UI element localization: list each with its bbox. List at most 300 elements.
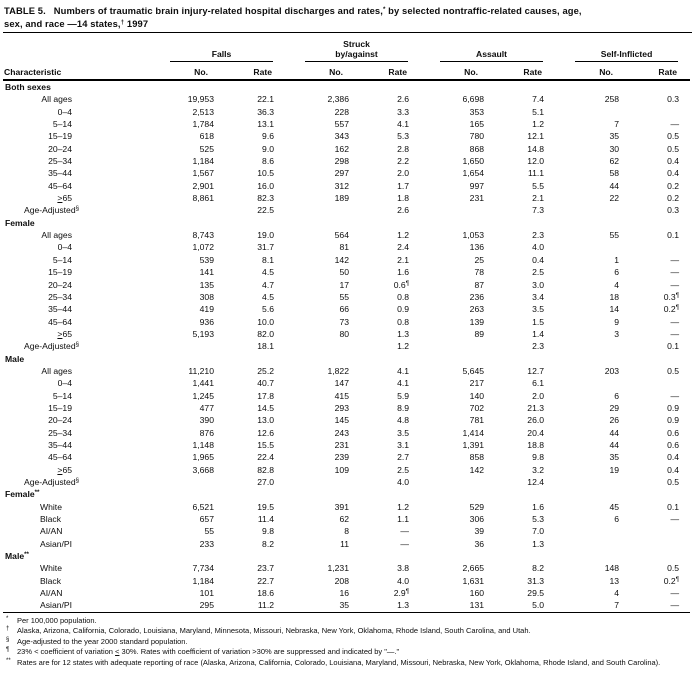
rate-cell: 4.1: [397, 119, 410, 130]
section-label: Female**: [5, 489, 40, 500]
no-cell: 66: [339, 304, 349, 315]
no-cell: [285, 476, 365, 488]
no-cell: 142: [334, 254, 349, 265]
no-cell: [420, 340, 500, 352]
rate-cell: —: [670, 254, 680, 265]
rate-cell: 11.2: [230, 599, 285, 612]
table-row: [3, 476, 690, 488]
rate-cell: 1.7: [397, 180, 410, 191]
row-label: 35–44: [48, 168, 72, 179]
no-cell: 1,822: [327, 365, 349, 376]
no-cell: [285, 204, 365, 216]
table-row: [3, 414, 690, 426]
table-row: [3, 106, 690, 118]
col-group-self-inflicted: [555, 36, 690, 62]
row-label: Asian/PI: [40, 538, 73, 549]
group-label-line2: by/against: [335, 49, 378, 59]
rate-cell: 19.5: [257, 501, 274, 512]
rate-cell: —: [670, 267, 680, 278]
rate-cell: 18.1: [257, 341, 274, 352]
rate-cell: 1.2: [532, 119, 545, 130]
no-cell: 62: [609, 156, 620, 167]
no-cell: 876: [199, 427, 214, 438]
table-row: [3, 167, 690, 179]
row-label: 20–24: [48, 415, 72, 426]
no-cell: 1,245: [192, 390, 214, 401]
rate-cell: [635, 377, 690, 389]
rate-cell: 18.8: [527, 439, 545, 450]
no-cell: 419: [199, 304, 214, 315]
rate-cell: 1.2: [397, 341, 410, 352]
rate-cell: 11.4: [257, 514, 274, 525]
table-row: [3, 241, 690, 253]
rate-cell: —: [670, 279, 680, 290]
rate-cell: 12.7: [527, 365, 545, 376]
no-cell: 22: [609, 193, 620, 204]
rate-cell: [635, 525, 690, 537]
no-cell: 618: [199, 131, 214, 142]
rate-cell: 0.8: [397, 316, 410, 327]
no-cell: [555, 106, 635, 118]
no-cell: 1,631: [462, 575, 485, 586]
rate-cell: 1.2: [397, 230, 410, 241]
no-cell: 1,184: [192, 575, 214, 586]
no-cell: 203: [604, 365, 620, 376]
rate-cell: 0.5: [667, 563, 680, 574]
section-row: [3, 550, 690, 562]
no-cell: 2,513: [192, 106, 214, 117]
no-cell: 14: [609, 304, 620, 315]
footnote-marker: ¶: [6, 647, 10, 654]
no-cell: 2,386: [327, 94, 349, 105]
rate-cell: 2.5: [397, 464, 410, 475]
group-header-row: [3, 36, 690, 62]
col-header-no: No.: [150, 62, 230, 80]
table-title-text: Numbers of traumatic brain injury-related hospital discharges and rates,* by selected nontraffic-related causes, age,: [53, 5, 582, 16]
section-label: Male: [5, 353, 25, 364]
rate-cell: 2.8: [397, 143, 410, 154]
row-label: All ages: [41, 94, 72, 105]
row-label: 45–64: [48, 452, 72, 463]
rate-cell: —: [670, 390, 680, 401]
no-cell: 9: [614, 316, 620, 327]
no-cell: 239: [334, 452, 349, 463]
rate-cell: 5.5: [532, 180, 545, 191]
rate-cell: 0.4: [667, 452, 680, 463]
section-label: Both sexes: [5, 82, 51, 92]
rate-cell: 1.8: [397, 193, 410, 204]
table-row: [3, 562, 690, 574]
no-cell: 243: [334, 427, 349, 438]
rate-cell: 12.0: [527, 156, 545, 167]
table-row: [3, 525, 690, 537]
rate-cell: —: [400, 526, 410, 537]
no-cell: 5,193: [192, 328, 214, 339]
no-cell: 233: [199, 538, 214, 549]
rate-cell: 0.3: [667, 205, 680, 216]
footnote: [5, 637, 690, 648]
rate-cell: [635, 241, 690, 253]
row-label: 5–14: [52, 254, 72, 265]
rate-cell: 29.5: [527, 588, 545, 599]
rate-cell: 14.8: [527, 143, 545, 154]
no-cell: 189: [334, 193, 349, 204]
table-row: [3, 204, 690, 216]
rate-cell: 4.0: [532, 242, 545, 253]
rate-cell: 10.0: [257, 316, 274, 327]
row-label: 0–4: [57, 242, 72, 253]
row-label: AI/AN: [40, 526, 63, 537]
rate-cell: 82.0: [257, 328, 274, 339]
no-cell: 781: [469, 415, 485, 426]
no-cell: 36: [474, 538, 485, 549]
table-row: [3, 266, 690, 278]
rate-cell: 9.8: [262, 526, 274, 537]
no-cell: 293: [334, 402, 349, 413]
no-cell: 868: [469, 143, 485, 154]
no-cell: 7: [555, 599, 635, 612]
rate-cell: 36.3: [257, 106, 274, 117]
rate-cell: 4.1: [397, 365, 410, 376]
no-cell: 44: [609, 427, 620, 438]
no-cell: 80: [339, 328, 349, 339]
no-cell: 1,053: [462, 230, 485, 241]
row-label: 15–19: [48, 402, 72, 413]
no-cell: 6,521: [192, 501, 214, 512]
row-label: 20–24: [48, 279, 72, 290]
col-header-rate: Rate: [635, 62, 690, 80]
rate-cell: 13.1: [257, 119, 274, 130]
table-row: [3, 340, 690, 352]
no-cell: [420, 204, 500, 216]
no-cell: 936: [199, 316, 214, 327]
rate-cell: 3.5: [532, 304, 545, 315]
group-label-line2: Falls: [211, 49, 232, 59]
row-label: Age-Adjusted§: [24, 341, 80, 352]
rate-cell: 2.3: [532, 230, 545, 241]
rate-cell: 22.7: [257, 575, 274, 586]
table-row: [3, 155, 690, 167]
no-cell: 4: [614, 279, 620, 290]
no-cell: 8: [344, 526, 349, 537]
no-cell: [420, 476, 500, 488]
no-cell: 306: [469, 514, 485, 525]
rate-cell: 8.2: [532, 563, 545, 574]
section-row: [3, 80, 690, 93]
rate-cell: 5.1: [532, 106, 545, 117]
no-cell: 308: [199, 291, 214, 302]
no-cell: 231: [334, 439, 349, 450]
rate-cell: 16.0: [257, 180, 274, 191]
no-cell: 1,148: [192, 439, 214, 450]
footnotes: [3, 613, 692, 669]
footnote: [5, 616, 690, 627]
rate-cell: 9.6: [262, 131, 274, 142]
rate-cell: 0.9: [397, 304, 410, 315]
row-label: 15–19: [48, 131, 72, 142]
rate-cell: 27.0: [257, 477, 274, 487]
rate-cell: 0.9: [667, 402, 680, 413]
rate-cell: 0.9: [667, 415, 680, 426]
rate-cell: 8.2: [262, 538, 274, 549]
no-cell: 73: [339, 316, 349, 327]
rate-cell: 0.1: [667, 501, 680, 512]
row-label: Black: [40, 575, 62, 586]
row-label: >65: [57, 193, 72, 204]
no-cell: 353: [469, 106, 485, 117]
no-cell: 477: [199, 402, 214, 413]
no-cell: 1,965: [192, 452, 214, 463]
table-row: [3, 316, 690, 328]
no-cell: 564: [334, 230, 349, 241]
row-label: Age-Adjusted§: [24, 205, 80, 216]
rate-cell: 1.5: [532, 316, 545, 327]
row-label: Age-Adjusted§: [24, 477, 80, 487]
table-row: [3, 587, 690, 599]
table-row: [3, 291, 690, 303]
rate-cell: 22.1: [257, 94, 274, 105]
group-label-line2: Self-Inflicted: [600, 49, 653, 59]
rate-cell: 11.1: [527, 168, 545, 179]
rate-cell: 10.5: [257, 168, 274, 179]
row-label: 5–14: [52, 119, 72, 130]
rate-cell: 3.8: [397, 563, 410, 574]
no-cell: 2,665: [462, 563, 485, 574]
no-cell: [285, 340, 365, 352]
no-cell: 89: [474, 328, 485, 339]
table-row: [3, 118, 690, 130]
no-cell: 44: [609, 439, 620, 450]
no-cell: 297: [334, 168, 349, 179]
rate-cell: 0.5: [667, 131, 680, 142]
rate-cell: 6.1: [532, 378, 545, 389]
no-cell: [555, 377, 635, 389]
table-row: [3, 130, 690, 142]
no-cell: 343: [334, 131, 349, 142]
row-label: 20–24: [48, 143, 72, 154]
no-cell: 1,072: [192, 242, 214, 253]
footnote: [5, 647, 690, 658]
no-cell: 657: [199, 514, 214, 525]
no-cell: 1,231: [327, 563, 349, 574]
table-number-label: TABLE 5.: [4, 5, 46, 16]
rate-cell: 3.2: [532, 464, 545, 475]
no-cell: 1,391: [462, 439, 485, 450]
no-cell: 58: [609, 168, 620, 179]
footnote-text: Per 100,000 population.: [17, 615, 97, 625]
table-row: [3, 192, 690, 204]
rate-cell: —: [670, 316, 680, 327]
no-cell: 858: [469, 452, 485, 463]
table-row: [3, 180, 690, 192]
no-cell: 7,734: [192, 563, 214, 574]
rate-cell: 0.6: [667, 427, 680, 438]
rate-cell: —: [670, 514, 680, 525]
no-cell: 7: [614, 119, 620, 130]
no-cell: 81: [339, 242, 349, 253]
rate-cell: 0.5: [667, 143, 680, 154]
no-cell: 217: [469, 378, 485, 389]
row-label: White: [40, 563, 62, 574]
col-header-rate: Rate: [230, 62, 285, 80]
no-cell: 557: [334, 119, 349, 130]
no-cell: 1,654: [462, 168, 485, 179]
row-label: 5–14: [52, 390, 72, 401]
no-cell: 62: [339, 514, 349, 525]
rate-cell: 82.8: [257, 464, 274, 475]
no-cell: 55: [204, 526, 214, 537]
rate-cell: 5.3: [532, 514, 545, 525]
no-cell: 44: [609, 180, 620, 191]
no-cell: 16: [339, 588, 349, 599]
row-label: Asian/PI: [3, 599, 150, 612]
no-cell: 208: [334, 575, 349, 586]
no-cell: 142: [469, 464, 485, 475]
rate-cell: 0.8: [397, 291, 410, 302]
no-cell: 263: [469, 304, 485, 315]
rate-cell: 1.3: [365, 599, 420, 612]
no-cell: 141: [199, 267, 214, 278]
section-row: [3, 353, 690, 365]
no-cell: 39: [474, 526, 485, 537]
table-row: [3, 365, 690, 377]
rate-cell: 7.0: [532, 526, 545, 537]
rate-cell: 23.7: [257, 563, 274, 574]
no-cell: 140: [469, 390, 485, 401]
no-cell: 8,743: [192, 230, 214, 241]
footnote-text: 23% < coefficient of variation < 30%. Rates with coefficient of variation >30% are suppressed and indicated by "—.": [17, 647, 400, 657]
table-title: [3, 2, 692, 33]
rate-cell: 0.2: [667, 180, 680, 191]
table-row: [3, 451, 690, 463]
rate-cell: 22.5: [257, 205, 274, 216]
rate-cell: 2.5: [532, 267, 545, 278]
footnote-text: Age-adjusted to the year 2000 standard population.: [17, 636, 188, 646]
footnote-marker: †: [6, 626, 10, 633]
table-row: [3, 599, 690, 612]
table-row: [3, 377, 690, 389]
no-cell: 415: [334, 390, 349, 401]
no-cell: 19: [609, 464, 620, 475]
rate-cell: 1.2: [397, 501, 410, 512]
no-cell: 525: [199, 143, 214, 154]
row-label: 25–34: [48, 156, 72, 167]
rate-cell: 0.4: [667, 156, 680, 167]
table-row: [3, 439, 690, 451]
col-header-rate: Rate: [365, 62, 420, 80]
rate-cell: 22.4: [257, 452, 274, 463]
no-cell: 147: [334, 378, 349, 389]
rate-cell: 2.1: [397, 254, 410, 265]
no-cell: [555, 204, 635, 216]
col-group-struck-by-against: [285, 36, 420, 62]
rate-cell: 26.0: [527, 415, 545, 426]
no-cell: 1,784: [192, 119, 214, 130]
rate-cell: 1.6: [532, 501, 545, 512]
no-cell: 55: [609, 230, 620, 241]
rate-cell: 20.4: [527, 427, 545, 438]
table-row: [3, 229, 690, 241]
section-label: Male**: [5, 551, 29, 562]
no-cell: 780: [469, 131, 485, 142]
no-cell: 1,414: [462, 427, 485, 438]
col-header-characteristic: Characteristic: [3, 36, 150, 80]
no-cell: 30: [609, 143, 620, 154]
no-cell: 997: [469, 180, 485, 191]
rate-cell: 1.1: [397, 514, 410, 525]
no-cell: 35: [609, 131, 620, 142]
footnote-marker: **: [6, 657, 11, 664]
table-body: [3, 80, 690, 612]
no-cell: 19,953: [187, 94, 214, 105]
no-cell: 8,861: [192, 193, 214, 204]
rate-cell: [635, 106, 690, 118]
table-row: [3, 254, 690, 266]
no-cell: 26: [609, 415, 620, 426]
no-cell: 11,210: [188, 365, 214, 376]
row-label: Black: [40, 514, 62, 525]
no-cell: [150, 204, 230, 216]
no-cell: 6: [614, 267, 620, 278]
table-row: [3, 538, 690, 550]
rate-cell: 3.0: [532, 279, 545, 290]
rate-cell: —: [670, 588, 680, 599]
row-label: All ages: [41, 230, 72, 241]
rate-cell: 8.9: [397, 402, 410, 413]
table-header: [3, 36, 690, 80]
rate-cell: 25.2: [257, 365, 274, 376]
no-cell: 25: [474, 254, 485, 265]
rate-cell: 3.4: [532, 291, 545, 302]
no-cell: 160: [469, 588, 485, 599]
row-label: 25–34: [48, 427, 72, 438]
no-cell: 3: [614, 328, 620, 339]
no-cell: 35: [285, 599, 365, 612]
no-cell: 258: [604, 94, 620, 105]
rate-cell: 19.0: [257, 230, 274, 241]
rate-cell: 4.0: [397, 477, 410, 487]
row-label: 25–34: [48, 291, 72, 302]
rate-cell: 4.5: [262, 291, 274, 302]
no-cell: 29: [609, 402, 620, 413]
table-row: [3, 427, 690, 439]
rate-cell: 0.4: [667, 464, 680, 475]
rate-cell: 2.6: [397, 94, 410, 105]
no-cell: 529: [469, 501, 485, 512]
rate-cell: 0.2¶: [663, 304, 680, 315]
rate-cell: 7.4: [532, 94, 545, 105]
rate-cell: 2.7: [397, 452, 410, 463]
footnote-text: Alaska, Arizona, California, Colorado, Louisiana, Maryland, Minnesota, Missouri, Nebraska, New York, Oklahoma, Rhode Island, South Carolina, and Utah.: [17, 626, 531, 636]
row-label: 0–4: [57, 378, 72, 389]
rate-cell: 1.3: [532, 538, 545, 549]
rate-cell: 82.3: [257, 193, 274, 204]
rate-cell: 0.2¶: [663, 575, 680, 586]
rate-cell: [635, 538, 690, 550]
table-row: [3, 93, 690, 105]
no-cell: 101: [199, 588, 214, 599]
rate-cell: 4.0: [397, 575, 410, 586]
rate-cell: —: [670, 119, 680, 130]
table-row: [3, 464, 690, 476]
col-header-no: No.: [420, 62, 500, 80]
rate-cell: 13.0: [257, 415, 274, 426]
table-row: [3, 501, 690, 513]
rate-cell: 5.0: [500, 599, 555, 612]
no-cell: [150, 476, 230, 488]
row-label: 0–4: [57, 106, 72, 117]
section-row: [3, 217, 690, 229]
